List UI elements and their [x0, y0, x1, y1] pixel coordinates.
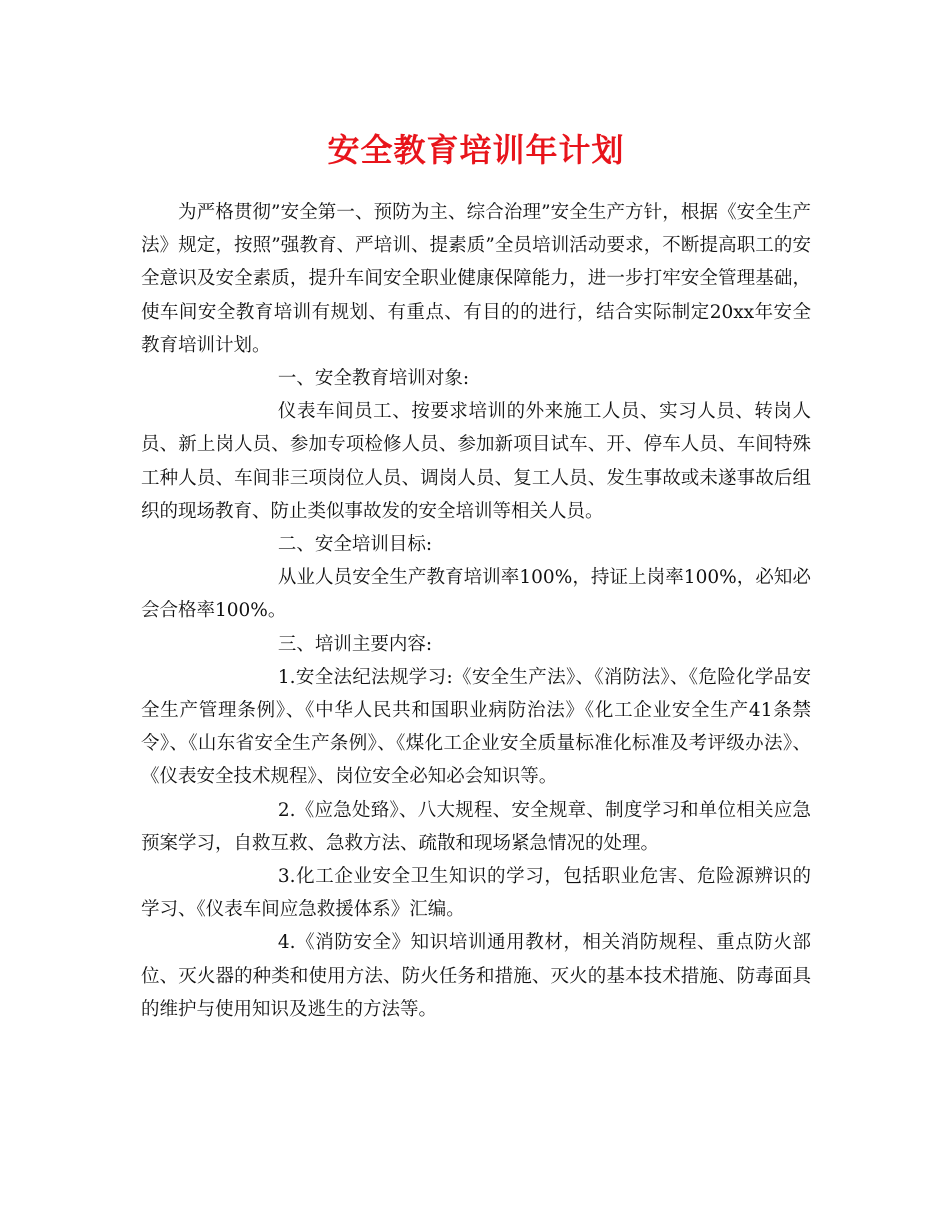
section-3-heading: 三、培训主要内容: — [277, 633, 433, 655]
section-1-body: 仪表车间员工、按要求培训的外来施工人员、实习人员、转岗人员、新上岗人员、参加专项检修人员、参加新项目试车、开、停车人员、车间特殊工种人员、车间非三项岗位人员、调岗人员、复工人员、发生事故或未遂事故后组织的现场教育、防止类似事故发的安全培训等相关人员。 — [141, 401, 811, 522]
section-2-body: 从业人员安全生产教育培训率100%，持证上岗率100%，必知必会合格率100%。 — [141, 567, 811, 622]
section-2-heading: 二、安全培训目标: — [277, 534, 433, 556]
section-1-heading: 一、安全教育培训对象: — [277, 368, 470, 390]
document-title: 安全教育培训年计划 — [327, 131, 625, 169]
section-3-item-2: 2.《应急处臵》、八大规程、安全规章、制度学习和单位相关应急预案学习，自救互救、急救方法、疏散和现场紧急情况的处理。 — [141, 799, 811, 854]
document-page — [141, 128, 811, 1026]
section-3-item-4: 4.《消防安全》知识培训通用教材，相关消防规程、重点防火部位、灭火器的种类和使用方法、防火任务和措施、灭火的基本技术措施、防毒面具的维护与使用知识及逃生的方法等。 — [141, 932, 811, 1020]
intro-paragraph: 为严格贯彻”安全第一、预防为主、综合治理”安全生产方针，根据《安全生产法》规定，按照”强教育、严培训、提素质”全员培训活动要求，不断提高职工的安全意识及安全素质，提升车间安全职业健康保障能力，进一步打牢安全管理基础，使车间安全教育培训有规划、有重点、有目的的进行，结合实际制定20xx年安全教育培训计划。 — [141, 202, 811, 356]
section-3-item-1: 1.安全法纪法规学习:《安全生产法》、《消防法》、《危险化学品安全生产管理条例》、《中华人民共和国职业病防治法》《化工企业安全生产41条禁令》、《山东省安全生产条例》、《煤化工企业安全质量标准化标准及考评级办法》、《仪表安全技术规程》、岗位安全必知必会知识等。 — [141, 666, 811, 788]
section-3-item-3: 3.化工企业安全卫生知识的学习，包括职业危害、危险源辨识的学习、《仪表车间应急救援体系》汇编。 — [141, 866, 811, 921]
